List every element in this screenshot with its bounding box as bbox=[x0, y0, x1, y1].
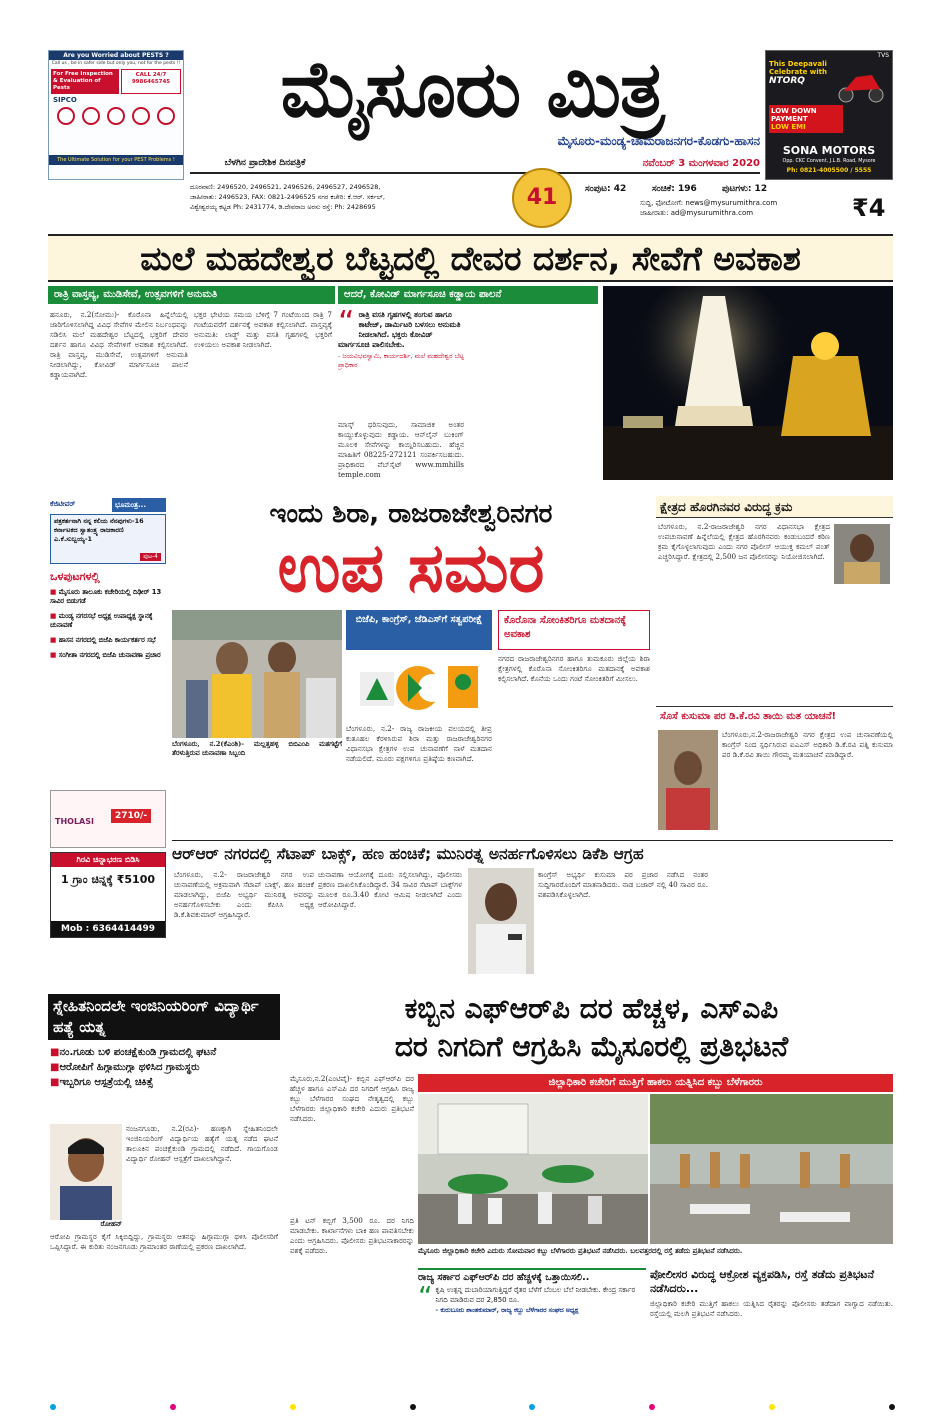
bypoll-headline: ಉಪ ಸಮರ bbox=[277, 529, 545, 608]
lead-body-1: ಹನೂರು, ನ.2(ಸೋಮು)- ಕೊರೊನಾ ಹಿನ್ನೆಲೆಯಲ್ಲಿ ಜಾರಿಗೊಳಿಸಲಾಗಿದ್ದ ವಿವಿಧ ಸೇವೆಗಳ ಮೇಲಿನ ನಿರ್ಬಂಧವನ್ನು ಸಡಿಲಿಸಿ ಮಲೆ ಮಹದೇಶ್ವರ ಬೆಟ್ಟದಲ್ಲಿ ಭಕ್ತರಿಗೆ ದೇವರ ದರ್ಶನ ಹಾಗೂ ವಿವಿಧ ಸೇವೆಗಳಿಗೆ ಅವಕಾಶ ಕಲ್ಪಿಸಲಾಗಿದೆ. ರಾತ್ರಿ ವಾಸ್ತವ್ಯ, ಮುಡಿಸೇವೆ, ಉತ್ಸವಗಳಿಗೆ ಅನುಮತಿ ನೀಡಲಾಗಿದ್ದು, ಕೋವಿಡ್ ಮಾರ್ಗಸೂಚಿ ಪಾಲನೆ ಕಡ್ಡಾಯವಾಗಿದೆ. bbox=[50, 310, 188, 379]
inside-pages-title: ಒಳಪುಟಗಳಲ್ಲಿ bbox=[50, 570, 100, 583]
lead-body-3: ಮಾಸ್ಕ್ ಧರಿಸುವುದು, ಸಾಮಾಜಿಕ ಅಂತರ ಕಾಯ್ದುಕೊಳ್ಳುವುದು ಕಡ್ಡಾಯ. ಆನ್‌ಲೈನ್ ಬುಕಿಂಗ್ ಮೂಲಕ ಸೇವೆಗಳನ್ನು ಕಾಯ್ದಿರಿಸಬಹುದು. ಹೆಚ್ಚಿನ ಮಾಹಿತಿಗೆ 08225-272121 ಸಂಪರ್ಕಿಸಬಹುದು. ಪ್ರಾಧಿಕಾರದ ವೆಬ್‌ಸೈಟ್ www.mmhills temple.com bbox=[338, 420, 464, 479]
bullet-icon: ■ bbox=[50, 588, 59, 596]
rr-body-2: ಚುನಾವಣಾ ಆಯೋಗಕ್ಕೆ ದೂರು ಸಲ್ಲಿಸಲಾಗಿದ್ದು, ಪೊಲೀಸರು ಪ್ರಕರಣ ದಾಖಲಿಸಿಕೊಂಡಿದ್ದಾರೆ. 34 ಸಾವಿರ ಸೆಟಾಪ್ ಬಾಕ್ಸ್‌ಗಳ ಮೂಲಕ ರೂ.3.40 ಕೋಟಿ ಆಮಿಷ ನೀಡಲಾಗಿದೆ ಎಂದು ಆರೋಪಿಸಿದ್ದಾರೆ. bbox=[318, 870, 462, 909]
tholasi-price: 2710/- bbox=[111, 809, 151, 823]
registration-dot bbox=[529, 1404, 535, 1410]
corona-voting-title bbox=[498, 610, 650, 650]
registration-dot bbox=[290, 1404, 296, 1410]
student-body-2: ಆರೋಪಿ ಗ್ರಾಮಸ್ಥರ ಕೈಗೆ ಸಿಕ್ಕಿಬಿದ್ದಿದ್ದು, ಗ್ರಾಮಸ್ಥರು ಆತನನ್ನು ಹಿಗ್ಗಾಮುಗ್ಗಾ ಥಳಿಸಿ ಪೊಲೀಸರಿಗೆ ಒಪ್ಪಿಸಿದ್ದಾರೆ. ಈ ಕುರಿತು ನಂಜನಗೂಡು ಗ್ರಾಮಾಂತರ ಠಾಣೆಯಲ್ಲಿ ಪ್ರಕರಣ ದಾಖಲಾಗಿದೆ. bbox=[50, 1232, 278, 1251]
ad-dealer: SONA MOTORS bbox=[782, 144, 876, 157]
sidebar-tag: ಕೆಜಿಟೀವರ್ bbox=[50, 500, 76, 508]
bypoll-box-title bbox=[346, 610, 492, 650]
bullet-icon: ■ bbox=[50, 651, 59, 659]
right-head-2: ಸೊಸೆ ಕುಸುಮಾ ಪರ ಡಿ.ಕೆ.ರವಿ ತಾಯಿ ಮತ ಯಾಚನೆ! bbox=[660, 711, 837, 722]
bullet-icon: ■ bbox=[50, 1062, 60, 1073]
right-head-1: ಕ್ಷೇತ್ರದ ಹೊರಗಿನವರ ವಿರುದ್ಧ ಕ್ರಮ bbox=[660, 500, 793, 514]
ad-email: ಜಾಹೀರಾತು: ad@mysurumithra.com bbox=[640, 209, 754, 217]
temple-night-photo bbox=[603, 286, 893, 480]
list-item[interactable] bbox=[50, 612, 166, 630]
column-text: ಪತ್ರಕರ್ತನಾಗಿ ನನ್ನ ಕಲಿಯ ನೆನಪುಗಳು-16 ಕರ್ನಾಟಕದ ಸ್ವಾತಂತ್ರ್ಯ ರಾಜಕಾರಣಿ ಎ.ಕೆ.ಸುಬ್ಬಯ್ಯ-1 bbox=[54, 517, 144, 543]
gold-title: ಗಿರವಿ ಚಿನ್ನಾಭರಣ ಬಿಡಿಸಿ bbox=[51, 853, 165, 867]
ad-phone: Ph: 0821-4005500 / 5555 bbox=[786, 167, 872, 174]
sugarcane-side-body: ಜಿಲ್ಲಾಧಿಕಾರಿ ಕಚೇರಿ ಮುತ್ತಿಗೆ ಹಾಕಲು ಯತ್ನಿಸಿದ ರೈತರನ್ನು ಪೊಲೀಸರು ತಡೆದಾಗ ವಾಗ್ವಾದ ನಡೆಯಿತು. ರಸ್ತೆಯಲ್ಲಿ ಮಲಗಿ ಪ್ರತಿಭಟನೆ ನಡೆಸಿದರು. bbox=[650, 1299, 893, 1318]
quote-mark-icon: “ bbox=[418, 1280, 433, 1313]
corona-voting-title-text: ಕೊರೊನಾ ಸೋಂಕಿತರಿಗೂ ಮತದಾನಕ್ಕೆ ಅವಕಾಶ bbox=[504, 615, 627, 640]
pest-icon bbox=[107, 107, 125, 125]
registration-dot bbox=[649, 1404, 655, 1410]
sugarcane-banner-text: ಜಿಲ್ಲಾಧಿಕಾರಿ ಕಚೇರಿಗೆ ಮುತ್ತಿಗೆ ಹಾಕಲು ಯತ್ನಿಸಿದ ಕಬ್ಬು ಬೆಳೆಗಾರರು bbox=[548, 1077, 763, 1088]
right-body-1: ಬೆಂಗಳೂರು, ನ.2-ರಾಜರಾಜೇಶ್ವರಿ ನಗರ ವಿಧಾನಸಭಾ ಕ್ಷೇತ್ರದ ಉಪಚುನಾವಣೆ ಹಿನ್ನೆಲೆಯಲ್ಲಿ ಕ್ಷೇತ್ರದ ಹೊರಗಿನವರು ಕಂಡುಬಂದರೆ ಕಠಿಣ ಕ್ರಮ ಕೈಗೊಳ್ಳಲಾಗುವುದು ಎಂದು ನಗರ ಪೊಲೀಸ್ ಆಯುಕ್ತ ಕಮಲ್ ಪಂತ್ ಎಚ್ಚರಿಸಿದ್ದಾರೆ. ಕ್ಷೇತ್ರದಲ್ಲಿ 2,500 ಜನ ಪೊಲೀಸರನ್ನು ನಿಯೋಜಿಸಲಾಗಿದೆ. bbox=[658, 522, 830, 561]
bypoll-box-title-text: ಬಿಜೆಪಿ, ಕಾಂಗ್ರೆಸ್, ಜೆಡಿಎಸ್‌ಗೆ ಸತ್ವಪರೀಕ್ಷೆ bbox=[355, 614, 483, 625]
tholasi-logo: THOLASI bbox=[55, 817, 94, 826]
pest-icon bbox=[57, 107, 75, 125]
masthead-title: ಮೈಸೂರು ಮಿತ್ರ bbox=[280, 45, 664, 135]
rr-body-3: ಕಾಂಗ್ರೆಸ್ ಅಭ್ಯರ್ಥಿ ಕುಸುಮಾ ಪರ ಪ್ರಚಾರ ನಡೆಸಿದ ನಂತರ ಸುದ್ದಿಗಾರರೊಂದಿಗೆ ಮಾತನಾಡಿದರು. ನಾಡ ಬಜಾರ್ ನಲ್ಲಿ 40 ಸಾವಿರ ರೂ. ವಶಪಡಿಸಿಕೊಳ್ಳಲಾಗಿದೆ. bbox=[538, 870, 708, 899]
list-item-text: ಮಂಡ್ಯ ನಗರಸಭೆ ಅಧ್ಯಕ್ಷ ಉಪಾಧ್ಯಕ್ಷ ಸ್ಥಾನಕ್ಕೆ ಚುನಾವಣೆ bbox=[50, 612, 153, 629]
registration-marks bbox=[50, 1404, 895, 1412]
lead-sub-2 bbox=[338, 286, 598, 304]
sugarcane-banner bbox=[418, 1074, 893, 1092]
bullet-icon: ■ bbox=[50, 636, 59, 644]
scooter-icon bbox=[836, 65, 886, 103]
student-body-1: ನಂಜನಗೂಡು, ನ.2(ರವಿ)- ಹಣಕ್ಕಾಗಿ ಸ್ನೇಹಿತನಿಂದಲೇ ಇಂಜಿನಿಯರಿಂಗ್ ವಿದ್ಯಾರ್ಥಿಯ ಹತ್ಯೆಗೆ ಯತ್ನ ನಡೆದ ಘಟನೆ ತಾಲೂಕಿನ ಪಂಚಕ್ಷೆಕುಂಡಿ ಗ್ರಾಮದಲ್ಲಿ ನಡೆದಿದೆ. ಗಾಯಗೊಂಡ ವಿದ್ಯಾರ್ಥಿ ರೋಹನ್ ಆಸ್ಪತ್ರೆಗೆ ದಾಖಲಾಗಿದ್ದಾನೆ. bbox=[126, 1124, 278, 1163]
lead-sub-1 bbox=[48, 286, 335, 304]
lead-headline-bar bbox=[48, 234, 893, 282]
volume: ಸಂಪುಟ: 42 bbox=[585, 184, 627, 194]
list-item-text: ಹಾಸನ ನಗರದಲ್ಲಿ ಬಿಜೆಪಿ ಕಾರ್ಯಕರ್ತರ ಸಭೆ bbox=[58, 636, 156, 644]
list-item[interactable] bbox=[50, 651, 166, 660]
registration-dot bbox=[410, 1404, 416, 1410]
student-sub-2-text: ಆರೋಪಿಗೆ ಹಿಗ್ಗಾಮುಗ್ಗಾ ಥಳಿಸಿದ ಗ್ರಾಮಸ್ಥರು bbox=[59, 1062, 200, 1073]
sugarcane-quote-text: ಕೃಷಿ ಉತ್ಪನ್ನ ದುಬಾರಿಯಾಗುತ್ತಿದ್ದರೆ ರೈತರ ಬೆಳೆಗೆ ಬೆಂಬಲ ಬೆಲೆ ನೀಡಬೇಕು. ಕೇಂದ್ರ ಸರ್ಕಾರ ನಿಗದಿ ಮಾಡಿರುವ ದರ 2,850 ರೂ. bbox=[435, 1286, 636, 1304]
phones: ದೂರವಾಣಿ: 2496520, 2496521, 2496526, 2496527, 2496528, bbox=[190, 183, 381, 191]
polling-staff-photo bbox=[172, 610, 342, 738]
ad-brand-small: TVS bbox=[877, 52, 889, 59]
student-sub-3 bbox=[50, 1076, 278, 1089]
ad-offer-2: PAYMENT bbox=[771, 115, 808, 123]
list-item-text: ಮೈಸೂರು ತಾಲೂಕು ಕಚೇರಿಯಲ್ಲಿ ದಿಢೀರ್ 13 ಸಾವಿರ ಬಿಡುಗಡೆ bbox=[50, 588, 162, 605]
right-head-2-bar bbox=[656, 706, 893, 726]
list-item-text: ಸಂಗೀತಾ ನಗರದಲ್ಲಿ ಬಿಜೆಪಿ ಚುನಾವಣಾ ಪ್ರಚಾರ bbox=[58, 651, 161, 659]
gold-phone: Mob : 6364414499 bbox=[51, 921, 165, 937]
ad-offer-3: LOW EMI bbox=[771, 123, 806, 131]
student-headline: ಸ್ನೇಹಿತನಿಂದಲೇ ಇಂಜಿನಿಯರಿಂಗ್ ವಿದ್ಯಾರ್ಥಿ ಹತ್ಯೆ ಯತ್ನ bbox=[53, 997, 259, 1036]
ad-address: Opp. CKC Convent, J.L.B. Road, Mysore bbox=[782, 159, 876, 164]
pest-icon bbox=[157, 107, 175, 125]
lead-quote-by: - ಜಯವಿಭವಸ್ವಾಮಿ, ಕಾರ್ಯದರ್ಶಿ, ಮಲೆ ಮಹದೇಶ್ವರ ಬೆಟ್ಟ ಪ್ರಾಧಿಕಾರ bbox=[338, 352, 464, 369]
sugarcane-side-story bbox=[650, 1268, 893, 1366]
sugarcane-side-title: ಪೋಲೀಸರ ವಿರುದ್ಧ ಆಕ್ರೋಶ ವ್ಯಕ್ತಪಡಿಸಿ, ರಸ್ತೆ ತಡೆದು ಪ್ರತಿಭಟನೆ ನಡೆಸಿದರು... bbox=[650, 1268, 875, 1295]
commissioner-photo bbox=[834, 524, 890, 584]
student-subs bbox=[50, 1046, 278, 1116]
sugarcane-body-2: ಪ್ರತಿ ಟನ್ ಕಬ್ಬಿಗೆ 3,500 ರೂ. ದರ ನಿಗದಿ ಮಾಡಬೇಕು. ಕಾರ್ಖಾನೆಗಳು ಬಾಕಿ ಹಣ ಪಾವತಿಸಬೇಕು ಎಂದು ಆಗ್ರಹಿಸಿದರು. ಪೊಲೀಸರು ಪ್ರತಿಭಟನಾಕಾರರನ್ನು ವಶಕ್ಕೆ ಪಡೆದರು. bbox=[290, 1216, 414, 1255]
right-head-1-bar bbox=[656, 496, 893, 518]
ad-line-2: Celebrate with bbox=[769, 68, 827, 76]
right-body-2: ಬೆಂಗಳೂರು,ನ.2-ರಾಜರಾಜೇಶ್ವರಿ ನಗರ ಕ್ಷೇತ್ರದ ಉಪ ಚುನಾವಣೆಯಲ್ಲಿ ಕಾಂಗ್ರೆಸ್ ನಿಂದ ಸ್ಪರ್ಧಿಸಿರುವ ಐಎಎಸ್ ಅಧಿಕಾರಿ ಡಿ.ಕೆ.ರವಿ ಪತ್ನಿ ಕುಸುಮಾ ಪರ ಡಿ.ಕೆ.ರವಿ ತಾಯಿ ಗೌರಮ್ಮ ಮತಯಾಚನೆ ಮಾಡಿದ್ದಾರೆ. bbox=[722, 730, 893, 759]
list-item[interactable] bbox=[50, 588, 166, 606]
column-title: ಭೂಮಂತ್ರ... bbox=[115, 501, 146, 509]
lead-sub-1-text: ರಾತ್ರಿ ವಾಸ್ತವ್ಯ, ಮುಡಿಸೇವೆ, ಉತ್ಸವಗಳಿಗೆ ಅನುಮತಿ bbox=[54, 289, 218, 300]
bypoll-caption: ಬೆಂಗಳೂರು, ನ.2(ಕೆಎಂಶಿ)- ಮಲ್ಲತ್ತಹಳ್ಳಿ ಬಿಬಿಎಂಪಿ ಮತಗಟ್ಟೆಗೆ ತೆರಳುತ್ತಿರುವ ಚುನಾವಣಾ ಸಿಬ್ಬಂದಿ bbox=[172, 740, 342, 757]
student-headline-bar bbox=[48, 994, 280, 1040]
pages: ಪುಟಗಳು: 12 bbox=[722, 184, 768, 194]
ad-line-2: Call us , be in safer side but only you, not for the pests !! bbox=[51, 61, 181, 66]
column-page-ref: ಪುಟ-4 bbox=[140, 553, 161, 561]
ad-offer-1: LOW DOWN bbox=[771, 107, 817, 115]
bypoll-body-2: ನಗರದ ರಾಜರಾಜೇಶ್ವರಿನಗರ ಹಾಗೂ ತುಮಕೂರು ಜಿಲ್ಲೆಯ ಶಿರಾ ಕ್ಷೇತ್ರಗಳಲ್ಲಿ ಕೊರೊನಾ ಸೋಂಕಿತರಿಗೂ ಮತದಾನಕ್ಕೆ ಅವಕಾಶ ಕಲ್ಪಿಸಲಾಗಿದೆ. ಕೊನೆಯ ಒಂದು ಗಂಟೆ ಸೋಂಕಿತರಿಗೆ ಮೀಸಲು. bbox=[498, 654, 650, 683]
registration-dot bbox=[50, 1404, 56, 1410]
protest-photo-1 bbox=[418, 1094, 648, 1244]
ad-line-1: This Deepavali bbox=[769, 60, 827, 68]
sugarcane-quote-box bbox=[418, 1268, 646, 1366]
student-photo bbox=[50, 1124, 122, 1220]
protest-photo-2 bbox=[650, 1094, 893, 1244]
registration-dot bbox=[769, 1404, 775, 1410]
ad-offer: For Free Inspection & Evaluation of Pests bbox=[51, 69, 119, 94]
ad-model: NTORQ bbox=[769, 76, 805, 86]
bypoll-body-1: ಬೆಂಗಳೂರು, ನ.2- ರಾಜ್ಯ ರಾಜಕೀಯ ವಲಯದಲ್ಲಿ ತೀವ್ರ ಕುತೂಹಲ ಕೆರಳಿಸಿರುವ ಶಿರಾ ಮತ್ತು ರಾಜರಾಜೇಶ್ವರಿನಗರ ವಿಧಾನಸಭಾ ಕ್ಷೇತ್ರಗಳ ಉಪ ಚುನಾವಣೆಗೆ ನಾಳೆ ಮತದಾನ ನಡೆಯಲಿದೆ. ಮೂರು ಪಕ್ಷಗಳಿಗೂ ಪ್ರತಿಷ್ಠೆಯ ಕಣವಾಗಿದೆ. bbox=[346, 724, 492, 763]
list-item[interactable] bbox=[50, 636, 166, 645]
registration-dot bbox=[170, 1404, 176, 1410]
rr-body-1: ಬೆಂಗಳೂರು, ನ.2- ರಾಜರಾಜೇಶ್ವರಿ ನಗರ ಉಪ ಚುನಾವಣೆಯಲ್ಲಿ ಅಕ್ರಮವಾಗಿ ಸೆಟಾಪ್ ಬಾಕ್ಸ್, ಹಣ ಹಂಚಿಕೆ ಮಾಡಲಾಗಿದ್ದು, ಬಿಜೆಪಿ ಅಭ್ಯರ್ಥಿ ಮುನಿರತ್ನ ಅವರನ್ನು ಅನರ್ಹಗೊಳಿಸಬೇಕು ಎಂದು ಕೆಪಿಸಿಸಿ ಅಧ್ಯಕ್ಷ ಡಿ.ಕೆ.ಶಿವಕುಮಾರ್ ಆಗ್ರಹಿಸಿದ್ದಾರೆ. bbox=[174, 870, 314, 919]
pest-control-ad[interactable] bbox=[48, 50, 184, 180]
bullet-icon: ■ bbox=[50, 612, 59, 620]
bullet-icon: ■ bbox=[50, 1047, 60, 1058]
student-photo-caption: ರೋಹನ್ bbox=[100, 1220, 122, 1228]
sugarcane-caption: ಮೈಸೂರು ಜಿಲ್ಲಾಧಿಕಾರಿ ಕಚೇರಿ ಎದುರು ಸೋಮವಾರ ಕಬ್ಬು ಬೆಳೆಗಾರರು ಪ್ರತಿಭಟನೆ ನಡೆಸಿದರು. ಬಲವತ್ತರದಲ್ಲಿ ರಸ್ತೆ ತಡೆದು ಪ್ರತಿಭಟನೆ ನಡೆಸಿದರು. bbox=[418, 1246, 743, 1255]
gold-offer: 1 ಗ್ರಾಂ ಚಿನ್ನಕ್ಕೆ ₹5100 bbox=[60, 873, 156, 886]
lead-body-2: ಭಕ್ತರ ಭೇಟಿಯ ಸಮಯ ಬೆಳಿಗ್ಗೆ 7 ಗಂಟೆಯಿಂದ ರಾತ್ರಿ 7 ಗಂಟೆಯವರೆಗೆ ದರ್ಶನಕ್ಕೆ ಅವಕಾಶ ಕಲ್ಪಿಸಲಾಗಿದೆ. ವಾಸ್ತವ್ಯಕ್ಕೆ ಅನುಮತಿ: ಲಾಡ್ಜ್ ಮತ್ತು ವಸತಿ ಗೃಹಗಳಲ್ಲಿ ಭಕ್ತರಿಗೆ ಉಳಿಯಲು ಅವಕಾಶ ನೀಡಲಾಗಿದೆ. bbox=[194, 310, 332, 349]
lead-body-3b bbox=[470, 310, 598, 480]
student-sub-2 bbox=[50, 1061, 278, 1074]
rr-headline: ಆರ್‌ಆರ್ ನಗರದಲ್ಲಿ ಸೆಟಾಪ್ ಬಾಕ್ಸ್, ಹಣ ಹಂಚಿಕೆ; ಮುನಿರತ್ನ ಅನರ್ಹಗೊಳಿಸಲು ಡಿಕೆಶಿ ಆಗ್ರಹ bbox=[172, 845, 644, 863]
registration-dot bbox=[889, 1404, 895, 1410]
issue: ಸಂಚಿಕೆ: 196 bbox=[652, 184, 697, 194]
masthead-tagline: ಬೆಳಗಿನ ಪ್ರಾದೇಶಿಕ ದಿನಪತ್ರಿಕೆ bbox=[224, 158, 306, 168]
branch: ವಿಶ್ವೇಶ್ವರಯ್ಯ ಕಟ್ಟಡ Ph: 2431774, ಡಿ.ದೇವರಾಜ ಅರಸು ರಸ್ತೆ: Ph: 2428695 bbox=[190, 203, 376, 211]
tvs-ad[interactable] bbox=[765, 50, 893, 180]
ad-line-1: Are you Worried about PESTS ? bbox=[49, 51, 183, 60]
ad-call: CALL 24/7 9986465745 bbox=[121, 69, 181, 94]
student-sub-1 bbox=[50, 1046, 278, 1059]
fax: ಜಾಹೀರಾತು: 2496523, FAX: 0821-2496525 ನಗರ ಕಚೇರಿ: ಕೆ.ಆರ್. ಸರ್ಕಲ್, bbox=[190, 193, 385, 201]
pest-icons bbox=[49, 104, 183, 128]
anniversary-badge bbox=[512, 168, 572, 228]
ad-footer: The Ultimate Solution for your PEST Problems ! bbox=[49, 155, 183, 165]
lead-headline: ಮಲೆ ಮಹದೇಶ್ವರ ಬೆಟ್ಟದಲ್ಲಿ ದೇವರ ದರ್ಶನ, ಸೇವೆಗೆ ಅವಕಾಶ bbox=[140, 239, 801, 278]
masthead-date: ನವೆಂಬರ್ 3 ಮಂಗಳವಾರ 2020 bbox=[642, 158, 760, 169]
party-logos bbox=[346, 652, 492, 722]
rr-body-4 bbox=[712, 870, 893, 980]
sugarcane-quote-title: ರಾಜ್ಯ ಸರ್ಕಾರ ಎಫ್‌ಆರ್‌ಪಿ ದರ ಹೆಚ್ಚಳಕ್ಕೆ ಒತ್ತಾಯಿಸಲಿ.. bbox=[418, 1272, 590, 1283]
bullet-icon: ■ bbox=[50, 1077, 60, 1088]
rr-top-rule bbox=[172, 840, 893, 841]
pest-icon bbox=[82, 107, 100, 125]
column-box bbox=[50, 514, 166, 564]
lead-quote bbox=[338, 310, 464, 416]
mother-photo bbox=[658, 730, 718, 830]
lead-sub-2-text: ಆದರೆ, ಕೋವಿಡ್ ಮಾರ್ಗಸೂಚಿ ಕಡ್ಡಾಯ ಪಾಲನೆ bbox=[344, 289, 502, 300]
column-banner bbox=[112, 498, 166, 512]
bypoll-kicker: ಇಂದು ಶಿರಾ, ರಾಜರಾಜೇಶ್ವರಿನಗರ bbox=[269, 499, 553, 529]
quote-mark-icon: “ bbox=[338, 310, 355, 341]
inside-pages-list bbox=[50, 588, 166, 778]
student-sub-3-text: ಇಬ್ಬರಿಗೂ ಆಸ್ಪತ್ರೆಯಲ್ಲಿ ಚಿಕಿತ್ಸೆ bbox=[59, 1077, 154, 1088]
sugarcane-body-1: ಮೈಸೂರು,ನ.2(ಎಂಟಿವೈ)- ಕಬ್ಬಿನ ಎಫ್‌ಆರ್‌ಪಿ ದರ ಹೆಚ್ಚಳ ಹಾಗೂ ಎಸ್‌ಎಪಿ ದರ ನಿಗದಿಗೆ ಆಗ್ರಹಿಸಿ ರಾಜ್ಯ ಕಬ್ಬು ಬೆಳೆಗಾರರ ಸಂಘದ ನೇತೃತ್ವದಲ್ಲಿ ಕಬ್ಬು ಬೆಳೆಗಾರರು ಜಿಲ್ಲಾಧಿಕಾರಿ ಕಚೇರಿ ಎದುರು ಪ್ರತಿಭಟನೆ ನಡೆಸಿದರು. bbox=[290, 1074, 414, 1123]
lead-quote-text: ರಾತ್ರಿ ವಸತಿ ಗೃಹಗಳಲ್ಲಿ ತಂಗುವ ಹಾಗೂ ಕಾಟೇಜ್, ಡಾರ್ಮಿಟರಿ ಬಳಸಲು ಅನುಮತಿ ನೀಡಲಾಗಿದೆ. ಭಕ್ತರು ಕೋವಿಡ್ ಮಾರ್ಗಸೂಚಿ ಪಾಲಿಸಬೇಕು. bbox=[338, 310, 461, 349]
pest-icon bbox=[132, 107, 150, 125]
masthead-districts: ಮೈಸೂರು-ಮಂಡ್ಯ-ಚಾಮರಾಜನಗರ-ಕೊಡಗು-ಹಾಸನ bbox=[557, 134, 760, 148]
anniversary-number: 41 bbox=[526, 185, 558, 210]
tholasi-ad[interactable] bbox=[50, 790, 166, 848]
student-sub-1-text: ನಂ.ಗೂಡು ಬಳಿ ಪಂಚಕ್ಷೆಕುಂಡಿ ಗ್ರಾಮದಲ್ಲಿ ಘಟನೆ bbox=[59, 1047, 217, 1058]
news-email: ಸುದ್ದಿ, ಫೋಟೋಗೆ: news@mysurumithra.com bbox=[640, 199, 778, 207]
price: ₹4 bbox=[852, 194, 886, 222]
ad-brand: SIPCO bbox=[53, 96, 77, 104]
gold-loan-ad[interactable] bbox=[50, 852, 166, 938]
sugarcane-quote-by: - ಕುರುಬೂರು ಶಾಂತಕುಮಾರ್, ರಾಜ್ಯ ಕಬ್ಬು ಬೆಳೆಗಾರರ ಸಂಘದ ಅಧ್ಯಕ್ಷ bbox=[435, 1307, 579, 1314]
sugarcane-headline-2: ದರ ನಿಗದಿಗೆ ಆಗ್ರಹಿಸಿ ಮೈಸೂರಲ್ಲಿ ಪ್ರತಿಭಟನೆ bbox=[394, 1030, 789, 1063]
sugarcane-headline-1: ಕಬ್ಬಿನ ಎಫ್‌ಆರ್‌ಪಿ ದರ ಹೆಚ್ಚಳ, ಎಸ್‌ಎಪಿ bbox=[404, 992, 779, 1025]
dk-shivakumar-photo bbox=[468, 868, 534, 974]
masthead-rule bbox=[190, 172, 760, 174]
